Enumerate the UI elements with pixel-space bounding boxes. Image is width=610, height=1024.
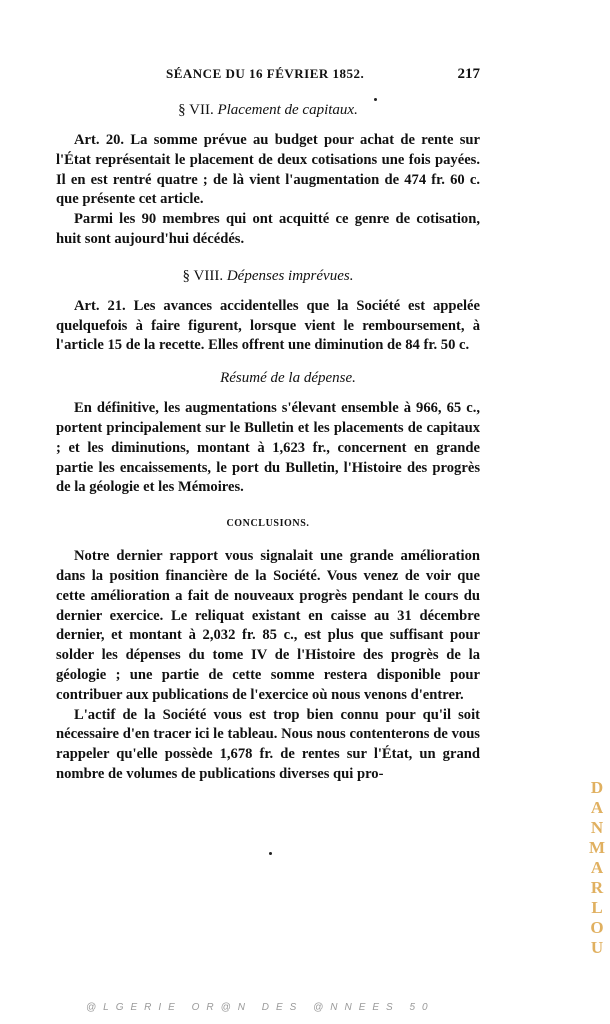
ink-speck [269, 852, 272, 855]
section-7-heading [56, 102, 480, 119]
paragraph: Art. 20. La somme prévue au budget pour achat de rente sur l'État représentait le placement de deux cotisations une fois payées. Il en est rentré quatre ; de là vient l'augmentation de 474 fr. 60 c. que présente cet article. [56, 132, 480, 208]
resume-heading: Résumé de la dépense. [220, 370, 356, 387]
paragraph: Parmi les 90 membres qui ont acquitté ce genre de cotisation, huit sont aujourd'hui décédés. [56, 211, 480, 247]
book-page [56, 66, 480, 785]
paragraph: Notre dernier rapport vous signalait une grande amélioration dans la position financière de la Société. Vous venez de voir que cette amélioration a fait de nouveaux progrès pendant le cours du dernier exercice. Le reliquat existant en caisse au 31 décembre dernier, et montant à 2,032 fr. 85 c., est plus que suffisant pour solder les dépenses du tome IV de l'Histoire des progrès de la géologie ; une partie de cette somme restera disponible pour contribuer aux publications de l'exercice où nous venons d'entrer. [56, 548, 480, 703]
section-7-number: § VII. [178, 102, 214, 118]
paragraph: L'actif de la Société vous est trop bien connu pour qu'il soit nécessaire d'en tracer ici le tableau. Nous nous contenterons de vous rappeler qu'elle possède 1,678 fr. de rentes sur l'État, un grand nombre de volumes de publications diverses qui pro- [56, 706, 480, 782]
paragraph: En définitive, les augmentations s'élevant ensemble à 966, 65 c., portent principalement sur le Bulletin et les placements de capitaux ; et les diminutions, montant à 1,623 fr., concernent en grande partie les encaissements, le port du Bulletin, l'Histoire des progrès de la géologie et les Mémoires. [56, 400, 480, 496]
paragraph: Art. 21. Les avances accidentelles que la Société est appelée quelquefois à faire figurent, lorsque vient le remboursement, à l'article 15 de la recette. Elles offrent une diminution de 84 fr. 50 c. [56, 297, 480, 354]
section-8-heading [56, 268, 480, 285]
running-head-title: SÉANCE DU 16 FÉVRIER 1852. [166, 66, 365, 81]
page-number: 217 [457, 66, 480, 82]
section-8-title: Dépenses imprévues. [226, 267, 354, 284]
section-8-number: § VIII. [182, 267, 224, 284]
ink-speck [374, 98, 377, 101]
section-7-title: Placement de capitaux. [217, 102, 358, 118]
conclusions-heading: CONCLUSIONS. [226, 518, 310, 530]
side-watermark: DANMARLOU [588, 778, 606, 957]
bottom-watermark: @LGERIE OR@N DES @NNEES 50 [86, 1002, 435, 1013]
running-head [56, 66, 480, 88]
